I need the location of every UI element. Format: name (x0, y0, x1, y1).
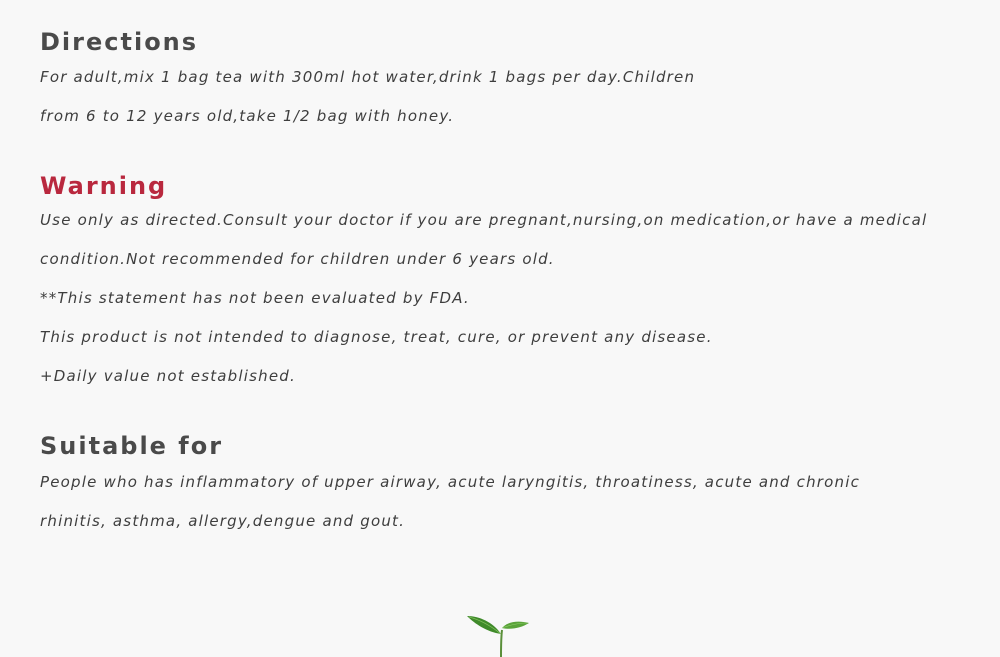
fda-statement: **This statement has not been evaluated by FDA. (40, 289, 470, 307)
sprout-icon (455, 606, 545, 657)
daily-value-note: +Daily value not established. (40, 367, 296, 385)
suitable-line-1: People who has inflammatory of upper airway, acute laryngitis, throatiness, acute and chronic (40, 473, 861, 491)
disclaimer-line: This product is not intended to diagnose, treat, cure, or prevent any disease. (40, 328, 713, 346)
directions-heading: Directions (40, 28, 199, 56)
suitable-line-2: rhinitis, asthma, allergy,dengue and gout. (40, 512, 406, 530)
warning-line-2: condition.Not recommended for children under 6 years old. (40, 250, 555, 268)
warning-heading: Warning (40, 172, 168, 200)
directions-line-2: from 6 to 12 years old,take 1/2 bag with honey. (40, 107, 455, 125)
directions-line-1: For adult,mix 1 bag tea with 300ml hot water,drink 1 bags per day.Children (40, 68, 696, 86)
suitable-heading: Suitable for (40, 432, 224, 460)
warning-line-1: Use only as directed.Consult your doctor if you are pregnant,nursing,on medication,or have a medical (40, 211, 928, 229)
